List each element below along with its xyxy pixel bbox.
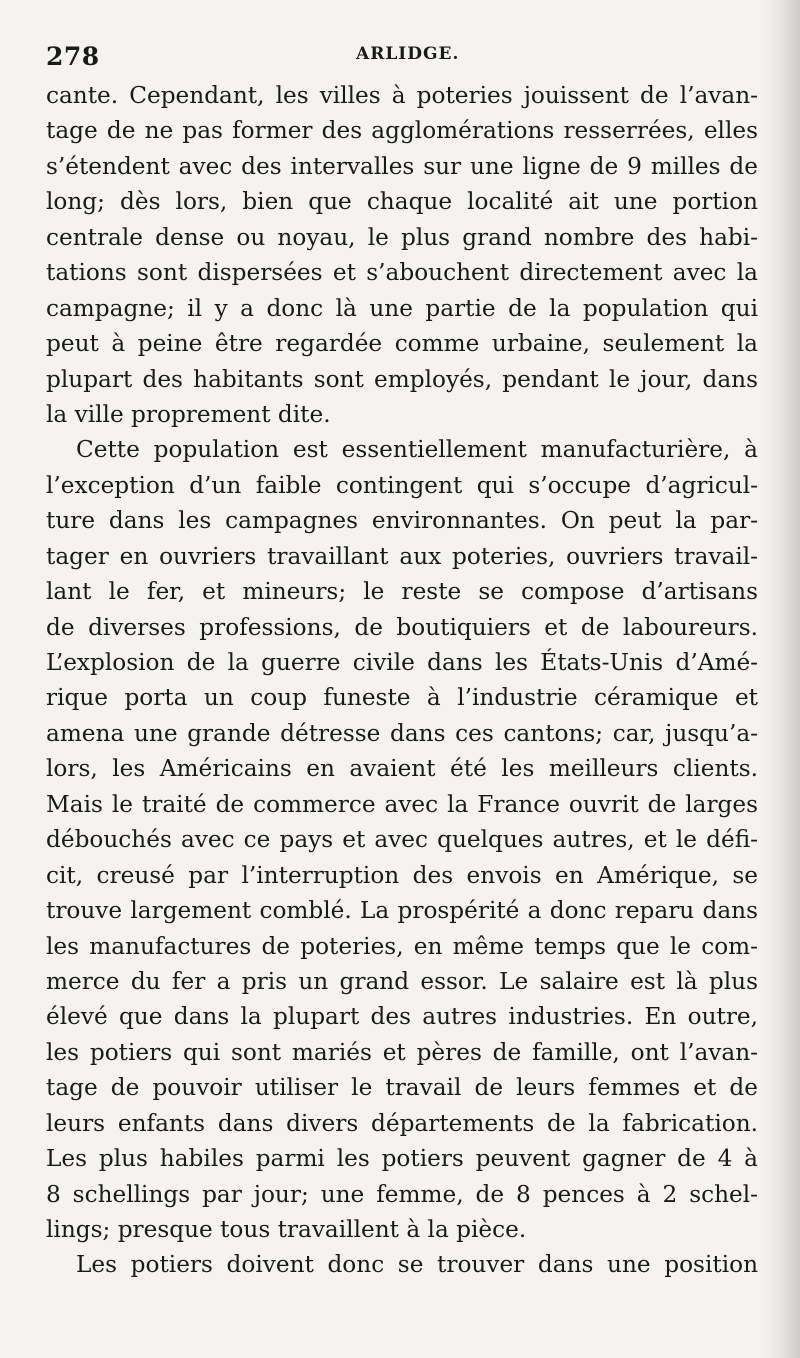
text-line: cante. Cependant, les villes à poteries jouissent de l’avan- [46, 82, 758, 109]
text-line: plupart des habitants sont employés, pendant le jour, dans [46, 365, 758, 393]
text-line: Cette population est essentiellement manufacturière, à [76, 436, 758, 464]
text-line: les manufactures de poteries, en même temps que le com- [46, 932, 758, 960]
text-line: de diverses professions, de boutiquiers et de laboureurs. [46, 613, 758, 641]
text-line: l’exception d’un faible contingent qui s’occupe d’agricul- [46, 471, 758, 499]
text-line: merce du fer a pris un grand essor. Le salaire est là plus [46, 967, 758, 995]
text-line: 8 schellings par jour; une femme, de 8 pences à 2 schel- [46, 1180, 758, 1208]
text-line: lors, les Américains en avaient été les meilleurs clients. [46, 755, 758, 783]
text-line: Les potiers doivent donc se trouver dans une position [76, 1251, 758, 1279]
text-line: ture dans les campagnes environnantes. On peut la par- [46, 507, 758, 535]
text-line: long; dès lors, bien que chaque localité ait une portion [46, 188, 758, 216]
text-line: amena une grande détresse dans ces cantons; car, jusqu’a- [46, 719, 758, 747]
text-line: tage de pouvoir utiliser le travail de leurs femmes et de [46, 1074, 758, 1102]
text-line: lings; presque tous travaillent à la pièce. [46, 1216, 527, 1243]
text-line: Mais le traité de commerce avec la France ouvrit de larges [46, 790, 758, 818]
running-head: ARLIDGE. [356, 44, 460, 64]
page-edge-shadow [762, 0, 800, 1358]
text-line: peut à peine être regardée comme urbaine, seulement la [46, 330, 758, 358]
page-header [44, 40, 754, 76]
text-line: lant le fer, et mineurs; le reste se compose d’artisans [46, 578, 758, 606]
text-line: élevé que dans la plupart des autres industries. En outre, [46, 1003, 758, 1031]
paragraph-1 [46, 78, 758, 432]
text-line: trouve largement comblé. La prospérité a donc reparu dans [46, 897, 758, 925]
text-line: cit, creusé par l’interruption des envois en Amérique, se [46, 861, 758, 889]
paragraph-2 [46, 432, 758, 1247]
text-line: débouchés avec ce pays et avec quelques autres, et le défi- [46, 826, 758, 854]
page-number: 278 [46, 42, 100, 71]
text-line: tations sont dispersées et s’abouchent directement avec la [46, 259, 758, 287]
text-line: tager en ouvriers travaillant aux poteries, ouvriers travail- [46, 542, 758, 570]
text-line: s’étendent avec des intervalles sur une ligne de 9 milles de [46, 152, 758, 180]
text-line: les potiers qui sont mariés et pères de famille, ont l’avan- [46, 1038, 758, 1066]
text-line: rique porta un coup funeste à l’industrie céramique et [46, 684, 758, 712]
text-line: L’explosion de la guerre civile dans les États-Unis d’Amé- [46, 649, 758, 676]
text-line: la ville proprement dite. [46, 400, 331, 428]
text-line: tage de ne pas former des agglomérations resserrées, elles [46, 117, 758, 145]
text-line: leurs enfants dans divers départements de la fabrication. [46, 1109, 758, 1137]
paragraph-3 [46, 1247, 758, 1282]
text-line: campagne; il y a donc là une partie de la population qui [46, 294, 758, 322]
text-line: centrale dense ou noyau, le plus grand nombre des habi- [46, 223, 758, 251]
text-line: Les plus habiles parmi les potiers peuvent gagner de 4 à [46, 1145, 758, 1173]
body-text [46, 78, 758, 1283]
